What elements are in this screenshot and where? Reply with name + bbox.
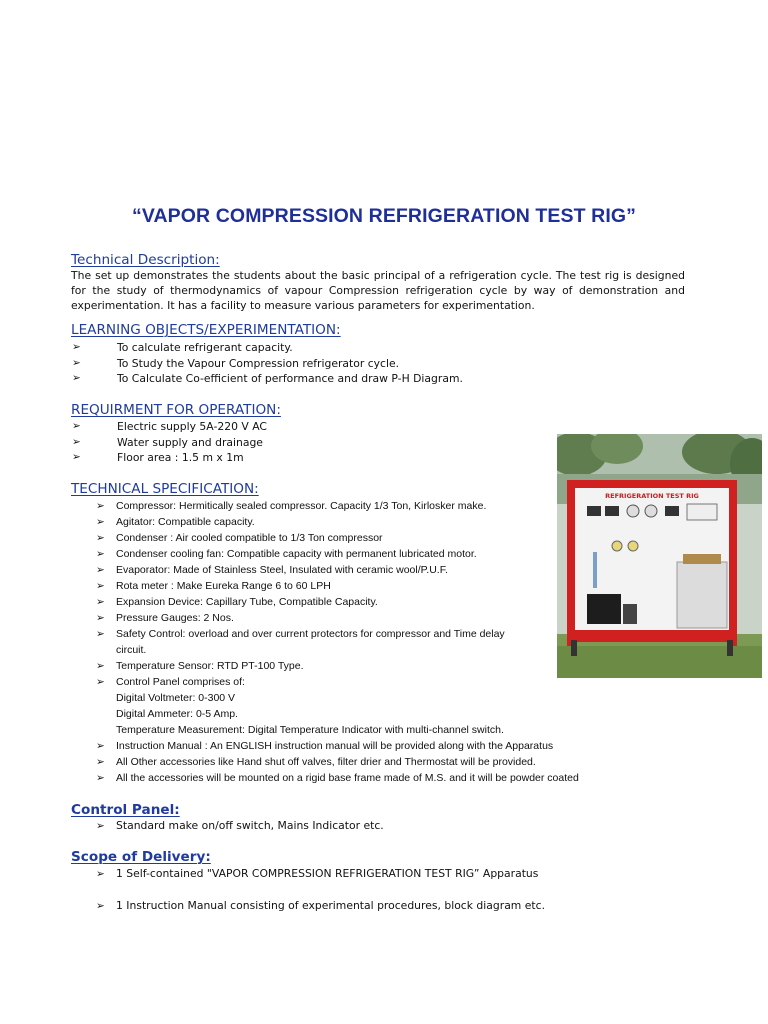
arrow-bullet-icon: ➢	[72, 372, 81, 384]
arrow-bullet-icon: ➢	[96, 740, 105, 752]
arrow-bullet-icon: ➢	[96, 500, 105, 512]
arrow-bullet-icon: ➢	[96, 532, 105, 544]
arrow-bullet-icon: ➢	[96, 660, 105, 672]
arrow-bullet-icon: ➢	[72, 451, 81, 463]
arrow-bullet-icon: ➢	[96, 612, 105, 624]
arrow-bullet-icon: ➢	[96, 548, 105, 560]
requirement-heading: REQUIRMENT FOR OPERATION:	[71, 402, 281, 418]
arrow-bullet-icon: ➢	[96, 596, 105, 608]
scope-heading: Scope of Delivery:	[71, 849, 211, 865]
arrow-bullet-icon: ➢	[72, 341, 81, 353]
arrow-bullet-icon: ➢	[72, 356, 81, 369]
arrow-bullet-icon: ➢	[96, 516, 105, 528]
arrow-bullet-icon: ➢	[96, 900, 105, 912]
arrow-bullet-icon: ➢	[96, 772, 105, 784]
arrow-bullet-icon: ➢	[96, 580, 105, 592]
arrow-bullet-icon: ➢	[96, 868, 105, 880]
learning-heading: LEARNING OBJECTS/EXPERIMENTATION:	[71, 322, 341, 338]
control-panel-heading: Control Panel:	[71, 802, 180, 818]
test-rig-photo	[557, 434, 762, 678]
arrow-bullet-icon: ➢	[96, 564, 105, 576]
arrow-bullet-icon: ➢	[72, 420, 81, 432]
document-title: “VAPOR COMPRESSION REFRIGERATION TEST RIG”	[131, 205, 636, 227]
arrow-bullet-icon: ➢	[96, 628, 105, 640]
arrow-bullet-icon: ➢	[72, 435, 81, 448]
arrow-bullet-icon: ➢	[96, 676, 105, 688]
arrow-bullet-icon: ➢	[96, 820, 105, 832]
technical-description-heading: Technical Description:	[71, 252, 220, 268]
panel-label: REFRIGERATION TEST RIG	[605, 492, 699, 500]
technical-description-text: The set up demonstrates the students about the basic principal of a refrigeration cycle. The test rig is designed for the study of thermodynamics of vapour Compression refrigeration cycle by way of demonstration and experimentation. It has a facility to measure various parameters for experimentation.	[71, 269, 685, 312]
technical-specification-heading: TECHNICAL SPECIFICATION:	[71, 481, 259, 497]
arrow-bullet-icon: ➢	[96, 756, 105, 768]
